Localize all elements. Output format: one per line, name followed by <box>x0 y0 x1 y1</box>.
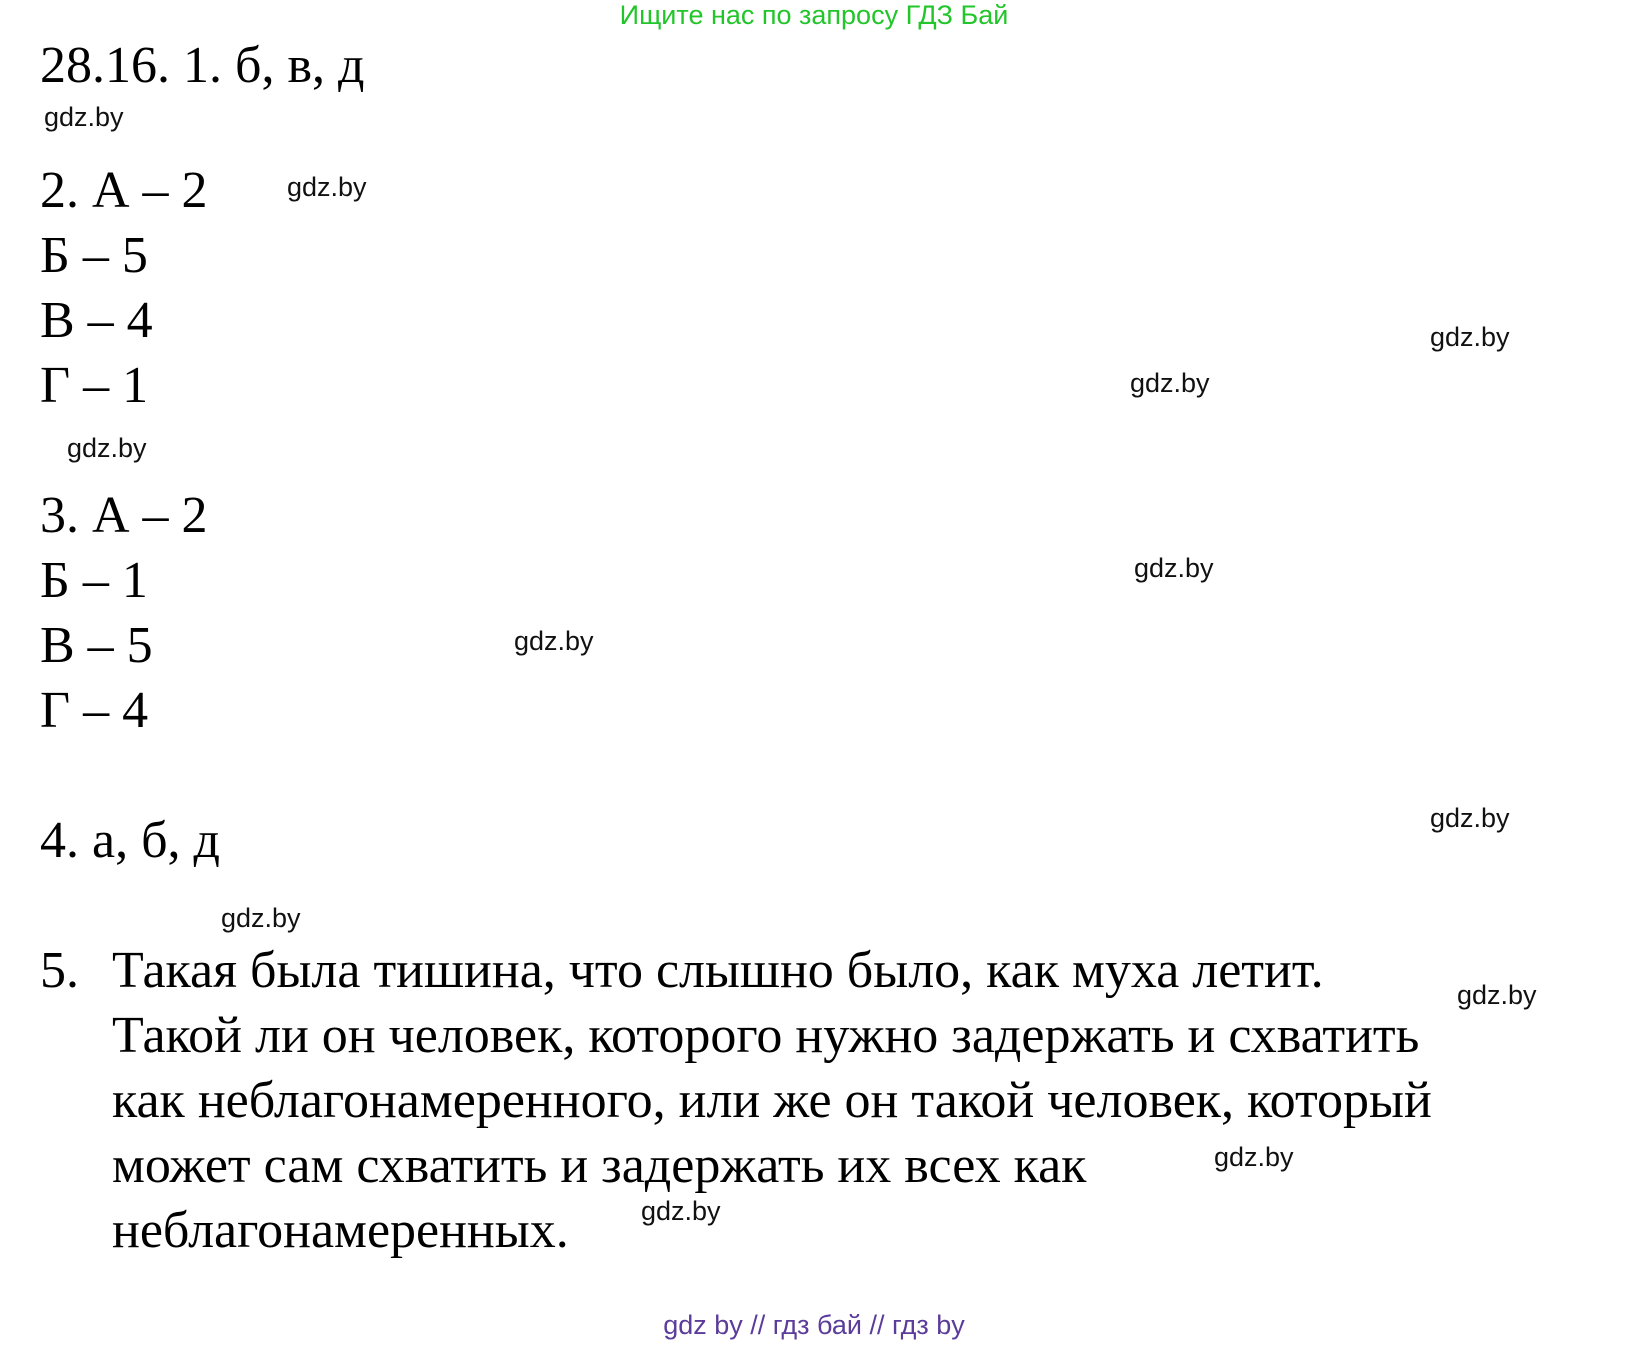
watermark: gdz.by <box>221 903 301 933</box>
watermark: gdz.by <box>44 102 124 132</box>
answer-5-line-1: Такая была тишина, что слышно было, как муха летит. <box>112 942 1324 999</box>
top-banner[interactable]: Ищите нас по запросу ГДЗ Бай <box>619 0 1009 30</box>
watermark: gdz.by <box>1457 980 1537 1010</box>
answer-3-line-3: В – 5 <box>40 617 153 674</box>
answer-5-line-4: может сам схватить и задержать их всех как <box>112 1137 1087 1194</box>
answer-5-line-2: Такой ли он человек, которого нужно задержать и схватить <box>112 1007 1420 1064</box>
watermark: gdz.by <box>1430 322 1510 352</box>
answer-5-number: 5. <box>40 942 79 999</box>
answer-3-line-1: 3. А – 2 <box>40 487 208 544</box>
answer-2-line-4: Г – 1 <box>40 357 149 414</box>
answer-3-line-4: Г – 4 <box>40 682 149 739</box>
watermark: gdz.by <box>1430 803 1510 833</box>
answer-3-line-2: Б – 1 <box>40 552 148 609</box>
answer-2-line-3: В – 4 <box>40 292 153 349</box>
watermark: gdz.by <box>1134 553 1214 583</box>
answer-2-line-1: 2. А – 2 <box>40 162 208 219</box>
watermark: gdz.by <box>641 1196 721 1226</box>
answer-5-line-5: неблагонамеренных. <box>112 1202 569 1259</box>
answer-5-line-3: как неблагонамеренного, или же он такой человек, который <box>112 1072 1432 1129</box>
answer-1: 28.16. 1. б, в, д <box>40 37 365 94</box>
watermark: gdz.by <box>1130 368 1210 398</box>
footer-links[interactable]: gdz by // гдз бай // гдз by <box>663 1310 965 1340</box>
watermark: gdz.by <box>287 172 367 202</box>
watermark: gdz.by <box>514 626 594 656</box>
watermark: gdz.by <box>67 433 147 463</box>
watermark: gdz.by <box>1214 1142 1294 1172</box>
answer-4: 4. а, б, д <box>40 812 220 869</box>
answer-2-line-2: Б – 5 <box>40 227 148 284</box>
